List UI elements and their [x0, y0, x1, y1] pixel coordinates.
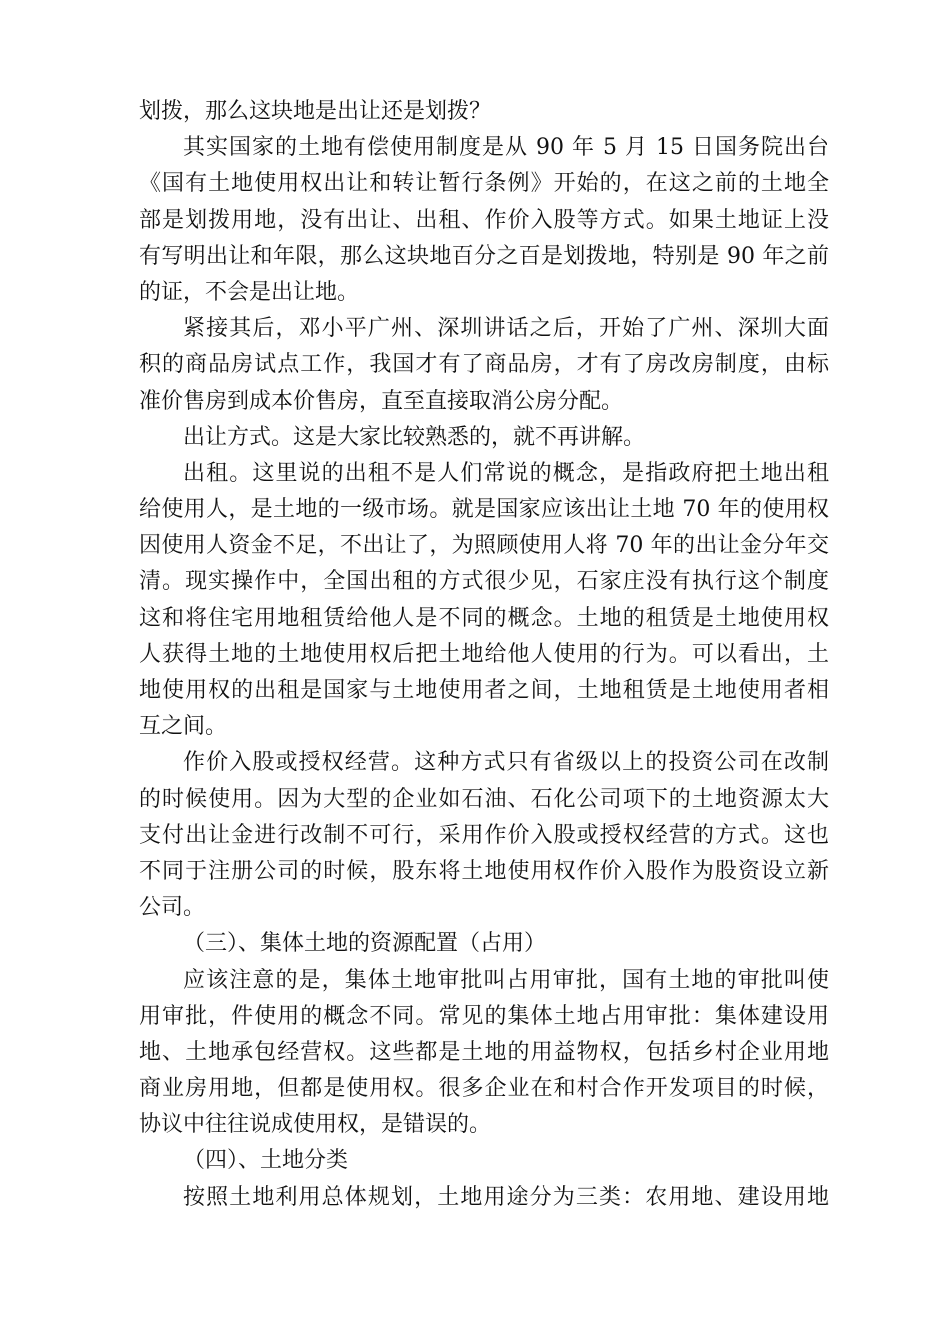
text-line: 协议中往往说成使用权，是错误的。	[139, 1112, 492, 1138]
text-line: 准价售房到成本价售房，直至直接取消公房分配。	[139, 388, 624, 414]
text-line: 地、土地承包经营权。这些都是土地的用益物权，包括乡村企业用地	[139, 1039, 829, 1065]
text-line: 支付出让金进行改制不可行，采用作价入股或授权经营的方式。这也	[139, 822, 829, 848]
text-line: 用审批，件使用的概念不同。常见的集体土地占用审批：集体建设用	[139, 1003, 829, 1029]
text-line: 出让方式。这是大家比较熟悉的，就不再讲解。	[183, 424, 646, 450]
text-line: 紧接其后，邓小平广州、深圳讲话之后，开始了广州、深圳大面	[183, 316, 829, 342]
text-line: 给使用人，是土地的一级市场。就是国家应该出让土地 70 年的使用权	[139, 497, 829, 523]
text-line: 地使用权的出租是国家与土地使用者之间，土地租赁是土地使用者相	[139, 678, 829, 703]
text-line: 出租。这里说的出租不是人们常说的概念，是指政府把土地出租	[183, 460, 829, 486]
text-line: 其实国家的土地有偿使用制度是从 90 年 5 月 15 日国务院出台	[183, 135, 829, 161]
text-line: 部是划拨用地，没有出让、出租、作价入股等方式。如果土地证上没	[139, 207, 829, 233]
text-line: 作价入股或授权经营。这种方式只有省级以上的投资公司在改制	[183, 750, 829, 776]
text-line: 这和将住宅用地租赁给他人是不同的概念。土地的租赁是土地使用权	[139, 605, 829, 631]
text-line: 《国有土地使用权出让和转让暂行条例》开始的，在这之前的土地全	[139, 171, 829, 197]
text-line: 的时候使用。因为大型的企业如石油、石化公司项下的土地资源太大	[139, 786, 829, 812]
text-line: 因使用人资金不足，不出让了，为照顾使用人将 70 年的出让金分年交	[139, 533, 829, 559]
text-line: 积的商品房试点工作，我国才有了商品房，才有了房改房制度，由标	[139, 352, 829, 378]
text-line: 清。现实操作中，全国出租的方式很少见，石家庄没有执行这个制度	[139, 569, 829, 595]
text-line: 互之间。	[139, 714, 228, 740]
text-line: 划拨，那么这块地是出让还是划拨？	[139, 99, 492, 124]
text-line: 不同于注册公司的时候，股东将土地使用权作价入股作为股资设立新	[139, 858, 829, 884]
text-line: （四）、土地分类	[183, 1148, 349, 1174]
text-line: 的证，不会是出让地。	[139, 279, 360, 305]
text-line: 应该注意的是，集体土地审批叫占用审批，国有土地的审批叫使	[183, 967, 829, 993]
text-line: 商业房用地，但都是使用权。很多企业在和村合作开发项目的时候，	[139, 1076, 829, 1102]
text-line: （三）、集体土地的资源配置（占用）	[183, 931, 547, 957]
text-line: 按照土地利用总体规划，土地用途分为三类：农用地、建设用地	[183, 1184, 829, 1210]
text-line: 公司。	[139, 895, 206, 921]
text-line: 人获得土地的土地使用权后把土地给他人使用的行为。可以看出，土	[139, 641, 829, 667]
document-body-text	[139, 94, 829, 1216]
text-line: 有写明出让和年限，那么这块地百分之百是划拨地，特别是 90 年之前	[139, 243, 829, 269]
